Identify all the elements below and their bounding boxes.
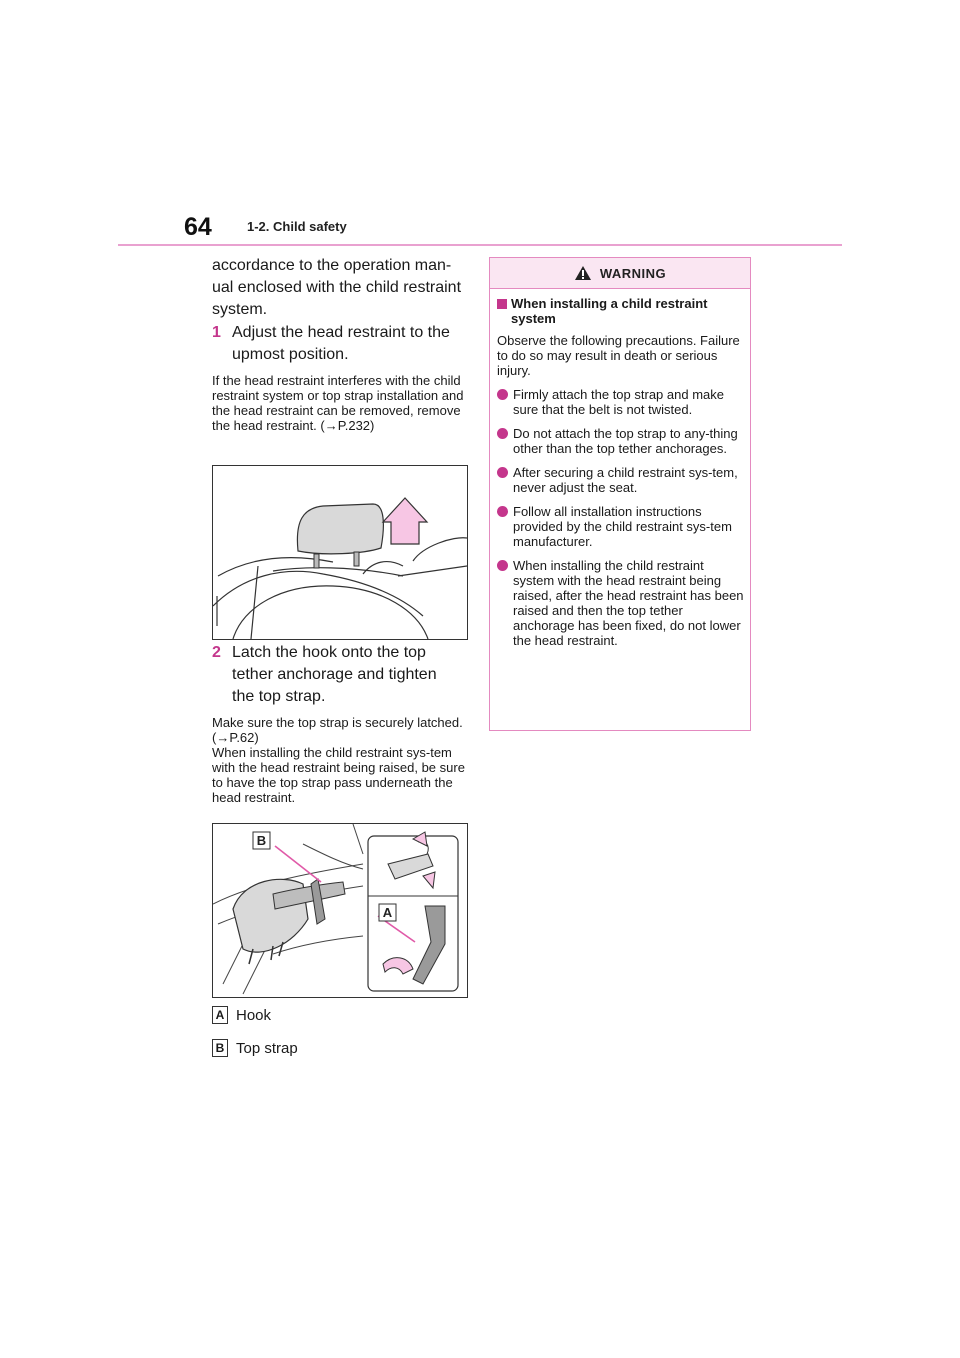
legend-text: Hook [236,1006,272,1024]
step-1-line: Adjust the head restraint to the [232,324,450,341]
warning-item [497,426,744,456]
step-1-number: 1 [212,324,221,341]
circle-bullet-icon [497,560,508,571]
step-2-number: 2 [212,644,221,661]
warning-item-text: Do not attach the top strap to any-thing other than the top tether anchorages. [513,426,738,456]
top-strap-illustration [212,823,468,998]
warning-item [497,465,744,495]
header-divider [118,244,842,246]
step-2-line: tether anchorage and tighten [232,666,437,683]
page-number: 64 [184,213,212,241]
step-2 [212,642,470,708]
warning-header [490,258,750,289]
warning-intro: Observe the following precautions. Failure to do so may result in death or serious injury. [497,333,740,378]
circle-bullet-icon [497,506,508,517]
section-title: 1-2. Child safety [247,219,347,234]
warning-box [489,257,751,731]
step-2-line: the top strap. [232,688,326,705]
top-strap-drawing [213,824,467,997]
warning-item-text: Follow all installation instructions provided by the child restraint sys-tem manufacturer. [513,504,732,549]
step-2-note [212,715,470,805]
callout-label-a: A [382,905,393,920]
circle-bullet-icon [497,389,508,400]
legend-key: B [212,1039,228,1057]
warning-heading: WARNING [599,265,667,281]
intro-line: ual enclosed with the child restraint [212,279,462,296]
circle-bullet-icon [497,467,508,478]
warning-item [497,504,744,549]
circle-bullet-icon [497,428,508,439]
warning-item-text: When installing the child restraint system with the head restraint being raised, after the head restraint has been raised and then the top tether anchorage has been fixed, do not lower the head restraint. [513,558,744,648]
head-restraint-illustration [212,465,468,640]
step-2-note-line: When installing the child restraint sys-tem with the head restraint being raised, be sure to have the top strap pass underneath the head restraint. [212,745,465,805]
warning-item-text: Firmly attach the top strap and make sure that the belt is not twisted. [513,387,724,417]
step-1-note: If the head restraint interferes with the child restraint system or top strap installation and the head restraint can be removed, remove the head restraint. (→P.232) [212,373,464,433]
legend-text: Top strap [236,1039,298,1057]
step-2-line: Latch the hook onto the top [232,644,426,661]
head-restraint-drawing [213,466,467,639]
warning-item [497,387,744,417]
intro-line: system. [212,301,268,318]
step-1-line: upmost position. [232,346,349,363]
legend-key: A [212,1006,228,1024]
warning-title: When installing a child restraint system [511,296,708,326]
square-bullet-icon [497,299,507,309]
warning-body [490,289,750,654]
warning-item [497,558,744,648]
intro-paragraph [212,255,470,321]
step-2-note-line: Make sure the top strap is securely latched. (→P.62) [212,715,463,745]
step-1 [212,322,470,366]
intro-line: accordance to the operation man- [212,257,452,274]
warning-triangle-icon [574,265,592,281]
warning-item-text: After securing a child restraint sys-tem, never adjust the seat. [513,465,738,495]
legend-item-top-strap [212,1039,298,1057]
callout-label-b: B [256,833,267,848]
legend-item-hook [212,1006,271,1024]
